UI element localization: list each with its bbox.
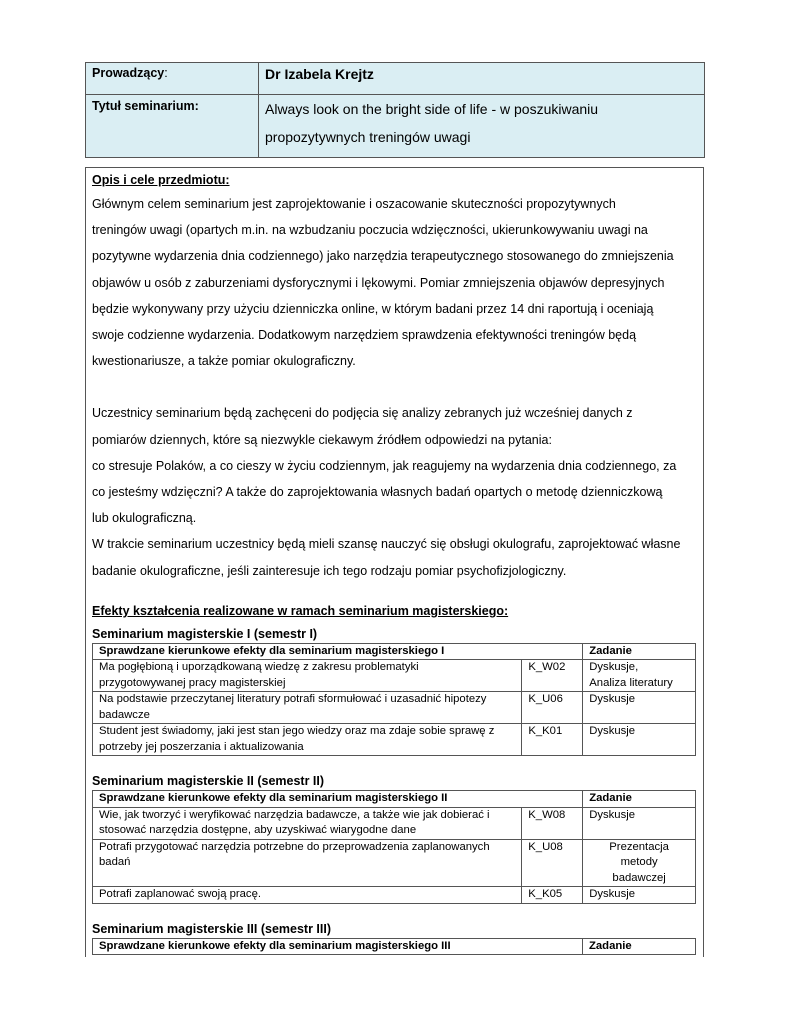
outcome-description xyxy=(93,724,522,756)
description-heading: Opis i cele przedmiotu: xyxy=(92,173,230,187)
table-row xyxy=(93,839,696,887)
outcome-task xyxy=(583,692,696,724)
outcome-line: stosować narzędzia dostępne, aby uzyskiwać wiarygodne dane xyxy=(99,824,417,837)
outcomes-table xyxy=(92,790,696,904)
outcome-code: K_U08 xyxy=(522,839,583,887)
outcome-task xyxy=(583,724,696,756)
task-line: Dyskusje xyxy=(589,725,636,738)
outcome-task xyxy=(583,807,696,839)
title-label: Tytuł seminarium: xyxy=(86,95,259,158)
outcome-line: Wie, jak tworzyć i weryfikować narzędzia badawcze, a także wie jak dobierać i xyxy=(99,808,490,821)
description-line: pomiarów dziennych, które są niezwykle ciekawym źródłem odpowiedzi na pytania: xyxy=(92,432,552,447)
outcomes-table xyxy=(92,643,696,757)
outcomes-column-header: Sprawdzane kierunkowe efekty dla seminarium magisterskiego I xyxy=(93,643,583,660)
table-row xyxy=(93,887,696,904)
description-paragraph-2 xyxy=(92,400,697,583)
description-line: Głównym celem seminarium jest zaprojektowanie i oszacowanie skuteczności propozytywnych xyxy=(92,197,616,211)
outcome-description xyxy=(93,839,522,887)
task-line: Dyskusje xyxy=(589,693,636,706)
outcome-line: badań xyxy=(99,856,131,869)
outcomes-heading: Efekty kształcenia realizowane w ramach seminarium magisterskiego: xyxy=(92,603,509,618)
task-column-header: Zadanie xyxy=(583,791,696,808)
outcome-code: K_K01 xyxy=(522,724,583,756)
outcomes-table xyxy=(92,938,696,956)
outcome-code: K_U06 xyxy=(522,692,583,724)
outcomes-column-header: Sprawdzane kierunkowe efekty dla seminarium magisterskiego II xyxy=(93,791,583,808)
lecturer-label: Prowadzący: xyxy=(86,63,259,95)
outcome-code: K_K05 xyxy=(522,887,583,904)
outcome-task xyxy=(583,839,696,887)
outcome-line: Student jest świadomy, jaki jest stan jego wiedzy oraz ma zdaje sobie sprawę z xyxy=(99,725,495,738)
description-line: objawów u osób z zaburzeniami dysforycznymi i lękowymi. Pomiar zmniejszenia objawów depresyjnych xyxy=(92,275,665,290)
description-line: co stresuje Polaków, a co cieszy w życiu codziennym, jak reagujemy na wydarzenia dnia codziennego, za xyxy=(92,458,677,473)
seminar-title: Seminarium magisterskie III (semestr III) xyxy=(92,921,331,936)
seminar-title: Always look on the bright side of life - w poszukiwaniu propozytywnych treningów uwagi xyxy=(259,95,705,158)
task-line: badawczej xyxy=(612,871,666,884)
outcome-line: potrzeby jej poszerzania i aktualizowania xyxy=(99,740,304,753)
description-paragraph-1 xyxy=(92,191,697,374)
outcome-task xyxy=(583,660,696,692)
task-line: Prezentacja metody xyxy=(609,840,669,869)
outcome-description xyxy=(93,692,522,724)
outcome-code: K_W02 xyxy=(522,660,583,692)
task-column-header: Zadanie xyxy=(583,643,696,660)
description-box xyxy=(85,167,704,957)
description-line: kwestionariusze, a także pomiar okulograficzny. xyxy=(92,354,356,369)
description-line: pozytywne wydarzenia dnia codziennego) jako narzędzia terapeutycznego stosowanego do zmniejszenia xyxy=(92,249,674,264)
outcome-line: Potrafi zaplanować swoją pracę. xyxy=(99,888,262,901)
description-line: Uczestnicy seminarium będą zachęceni do podjęcia się analizy zebranych już wcześniej danych z xyxy=(92,406,633,421)
outcome-code: K_W08 xyxy=(522,807,583,839)
description-line: lub okulograficzną. xyxy=(92,511,197,526)
outcome-line: Potrafi przygotować narzędzia potrzebne do przeprowadzenia zaplanowanych xyxy=(99,840,490,853)
outcomes-table-header-row xyxy=(93,791,696,808)
lecturer-name: Dr Izabela Krejtz xyxy=(259,63,705,95)
table-row xyxy=(93,807,696,839)
seminars-container xyxy=(92,625,697,956)
description-line: treningów uwagi (opartych m.in. na wzbudzaniu poczucia wdzięczności, ukierunkowywaniu uwagi na xyxy=(92,223,648,238)
outcome-line: Na podstawie przeczytanej literatury potrafi sformułować i uzasadnić hipotezy xyxy=(99,693,487,706)
outcome-line: Ma pogłębioną i uporządkowaną wiedzę z zakresu problematyki xyxy=(99,661,419,674)
outcome-line: przygotowywanej pracy magisterskiej xyxy=(99,676,286,689)
task-line: Analiza literatury xyxy=(589,676,673,689)
seminar-title: Seminarium magisterskie II (semestr II) xyxy=(92,774,325,789)
task-column-header: Zadanie xyxy=(583,938,696,955)
table-row xyxy=(93,660,696,692)
description-line: swoje codzienne wydarzenia. Dodatkowym narzędziem sprawdzenia efektywności treningów będą xyxy=(92,328,637,343)
header-table xyxy=(85,62,705,158)
description-line: co jesteśmy wdzięczni? A także do zaprojektowania własnych badań opartych o metodę dzienniczkową xyxy=(92,485,663,500)
outcome-task xyxy=(583,887,696,904)
outcome-description xyxy=(93,887,522,904)
outcome-description xyxy=(93,807,522,839)
description-line: W trakcie seminarium uczestnicy będą mieli szansę nauczyć się obsługi okulografu, zaprojektować własne xyxy=(92,537,681,552)
seminar-title: Seminarium magisterskie I (semestr I) xyxy=(92,626,318,641)
outcomes-table-header-row xyxy=(93,938,696,955)
task-line: Dyskusje xyxy=(589,808,636,821)
task-line: Dyskusje xyxy=(589,888,636,901)
description-line: badanie okulograficzne, jeśli zainteresuje ich tego rodzaju pomiar psychofizjologiczny. xyxy=(92,563,567,578)
outcomes-table-header-row xyxy=(93,643,696,660)
outcome-line: badawcze xyxy=(99,708,150,721)
task-line: Dyskusje, xyxy=(589,661,639,674)
table-row xyxy=(93,692,696,724)
table-row xyxy=(93,724,696,756)
outcomes-column-header: Sprawdzane kierunkowe efekty dla seminarium magisterskiego III xyxy=(93,938,583,955)
outcome-description xyxy=(93,660,522,692)
description-line: będzie wykonywany przy użyciu dzienniczka online, w którym badani przez 14 dni raportują i oceniają xyxy=(92,301,654,316)
